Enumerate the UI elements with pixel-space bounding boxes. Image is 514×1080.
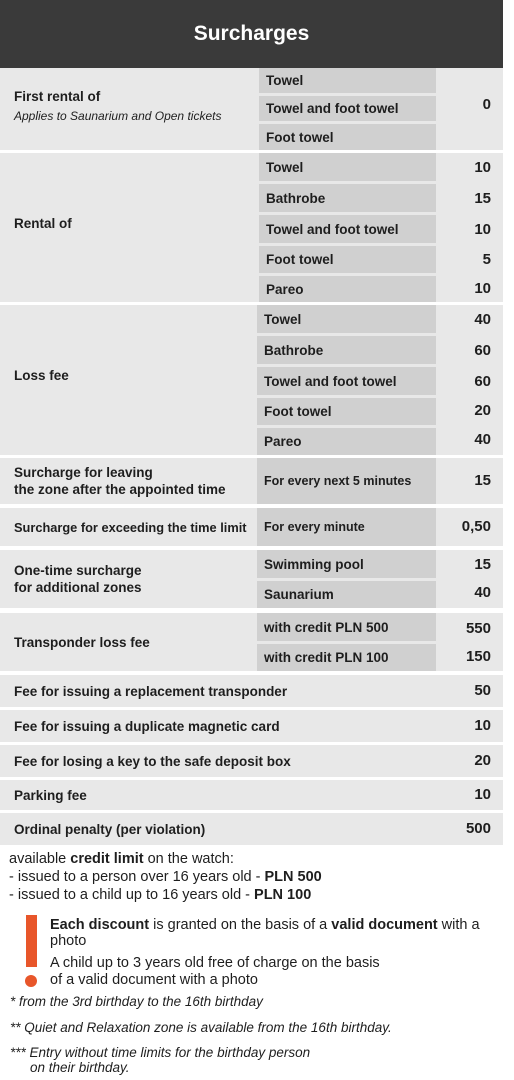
price-value: 10 — [474, 280, 491, 297]
price-value: 5 — [482, 251, 491, 268]
leaving-label — [14, 464, 226, 498]
text-bold: PLN 500 — [264, 869, 322, 885]
item-cell: Pareo — [259, 276, 436, 302]
credit-limit-line — [9, 850, 504, 868]
item-cell: Towel and foot towel — [259, 215, 436, 243]
accent-dot-icon — [25, 975, 37, 987]
credit-line-child — [9, 886, 504, 904]
item-cell: Swimming pool — [257, 550, 436, 578]
text: available — [9, 851, 71, 867]
price-value: 0,50 — [461, 518, 491, 535]
row-label: Parking fee — [14, 788, 87, 803]
item-cell: For every next 5 minutes — [257, 458, 436, 504]
row-rental — [0, 153, 503, 302]
one-time-label — [14, 562, 142, 596]
price-value: 60 — [474, 342, 491, 359]
child-note-line2: of a valid document with a photo — [50, 972, 258, 988]
item-cell: Foot towel — [259, 124, 436, 150]
item-cell: Towel and foot towel — [257, 367, 436, 395]
price-value: 10 — [474, 786, 491, 803]
text: is granted on the basis of a — [149, 917, 332, 933]
footnote-3-line1: *** Entry without time limits for the birthday person — [10, 1045, 311, 1060]
item-cell: Pareo — [257, 428, 436, 455]
item-cell: Bathrobe — [259, 184, 436, 212]
one-time-label-line2: for additional zones — [14, 580, 142, 595]
child-note — [50, 955, 490, 989]
row-safe-key — [0, 745, 503, 777]
rental-label: Rental of — [14, 216, 72, 231]
one-time-label-line1: One-time surcharge — [14, 563, 142, 578]
row-parking-fee — [0, 780, 503, 810]
row-label: Fee for issuing a replacement transponder — [14, 684, 288, 699]
text: - issued to a child up to 16 years old - — [9, 887, 255, 903]
item-cell: Bathrobe — [257, 336, 436, 364]
text: with a photo — [50, 917, 480, 949]
footnote-3 — [10, 1045, 310, 1075]
price-value: 0 — [482, 96, 491, 113]
page-title: Surcharges — [0, 0, 503, 68]
price-value: 40 — [474, 584, 491, 601]
accent-bar-icon — [26, 915, 37, 967]
price-value: 40 — [474, 311, 491, 328]
row-ordinal-penalty — [0, 813, 503, 845]
price-value: 60 — [474, 373, 491, 390]
price-value: 15 — [474, 472, 491, 489]
row-loss-fee — [0, 305, 503, 455]
credit-line-adult — [9, 868, 504, 886]
row-duplicate-card — [0, 710, 503, 742]
price-value: 20 — [474, 402, 491, 419]
first-rental-label: First rental of — [14, 89, 101, 104]
row-label: Fee for losing a key to the safe deposit box — [14, 754, 291, 769]
item-cell: Towel — [257, 305, 436, 333]
transponder-label: Transponder loss fee — [14, 635, 150, 650]
row-one-time-surcharge — [0, 550, 503, 608]
item-cell: Towel and foot towel — [259, 96, 436, 121]
text-bold: valid document — [331, 917, 438, 933]
discount-note — [50, 917, 490, 949]
item-cell: Foot towel — [257, 398, 436, 425]
price-value: 40 — [474, 431, 491, 448]
leaving-label-line2: the zone after the appointed time — [14, 482, 226, 497]
item-cell: Saunarium — [257, 581, 436, 608]
row-leaving-zone — [0, 458, 503, 504]
text: - issued to a person over 16 years old - — [9, 869, 265, 885]
footnote-1: * from the 3rd birthday to the 16th birthday — [10, 994, 263, 1009]
row-replacement-transponder — [0, 675, 503, 707]
price-value: 50 — [474, 682, 491, 699]
row-label — [14, 88, 221, 125]
leaving-label-line1: Surcharge for leaving — [14, 465, 153, 480]
loss-label: Loss fee — [14, 368, 69, 383]
price-value: 10 — [474, 221, 491, 238]
row-label: Ordinal penalty (per violation) — [14, 822, 206, 837]
price-value: 15 — [474, 556, 491, 573]
price-value: 500 — [465, 820, 491, 837]
item-cell: Foot towel — [259, 246, 436, 273]
footnote-3-line2: on their birthday. — [30, 1060, 130, 1075]
text-bold: credit limit — [70, 851, 144, 867]
credit-notes — [9, 850, 504, 904]
row-exceeding-time — [0, 508, 503, 546]
item-cell: Towel — [259, 68, 436, 93]
price-value: 550 — [465, 620, 491, 637]
first-rental-sublabel: Applies to Saunarium and Open tickets — [14, 109, 222, 123]
item-cell: with credit PLN 100 — [257, 644, 436, 671]
item-cell: Towel — [259, 153, 436, 181]
row-first-rental — [0, 68, 503, 150]
text-bold: Each discount — [50, 917, 150, 933]
price-value: 20 — [474, 752, 491, 769]
text-bold: PLN 100 — [254, 887, 312, 903]
row-transponder-loss — [0, 613, 503, 671]
price-value: 10 — [474, 717, 491, 734]
row-label: Fee for issuing a duplicate magnetic card — [14, 719, 280, 734]
item-cell: For every minute — [257, 508, 436, 546]
footnote-2: ** Quiet and Relaxation zone is available from the 16th birthday. — [10, 1020, 392, 1035]
price-value: 15 — [474, 190, 491, 207]
item-cell: with credit PLN 500 — [257, 613, 436, 641]
exceeding-label: Surcharge for exceeding the time limit — [14, 520, 247, 535]
text: on the watch: — [143, 851, 234, 867]
price-value: 150 — [465, 648, 491, 665]
price-value: 10 — [474, 159, 491, 176]
child-note-line1: A child up to 3 years old free of charge on the basis — [50, 955, 380, 971]
